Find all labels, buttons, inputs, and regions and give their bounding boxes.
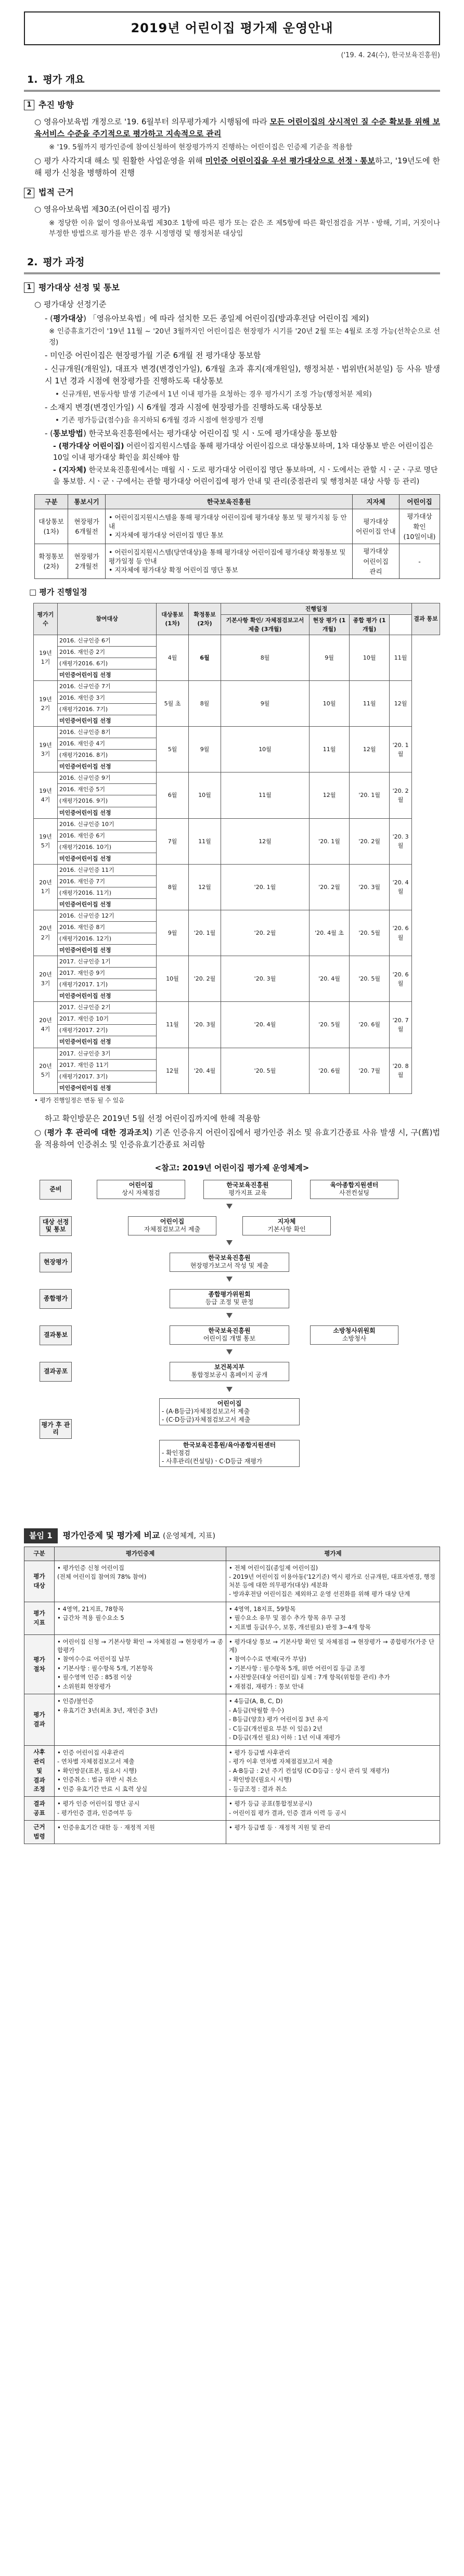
cohort-cell: 미인증어린이집 선정: [58, 990, 157, 1002]
table-cell: 평가대상 확인 (10일이내): [399, 509, 440, 544]
note: • 신규개원, 변동사항 발생 기준에서 1년 이내 평가를 요청하는 경우 평가시기 조정 가능(행정처분 제외): [55, 390, 372, 398]
cell-item: • 4영역, 18지표, 59항목: [229, 1605, 296, 1613]
schedule-cell: '20. 1월: [390, 727, 412, 772]
cohort-cell: 미인증어린이집 선정: [58, 1036, 157, 1048]
schedule-cell: '20. 3월: [390, 818, 412, 864]
table-row: [34, 910, 440, 921]
subsection-number: 1: [24, 282, 34, 293]
cohort-cell: 2016. 신규인증 11기: [58, 864, 157, 875]
schedule-cell: '20. 6월: [390, 910, 412, 956]
cohort-cell: 2016. 신규인증 7기: [58, 681, 157, 692]
flow-box: 지자체 기본사항 확인: [242, 1216, 331, 1235]
cohort-cell: 2016. 재인증 2기: [58, 646, 157, 658]
flow-arrow-icon: [226, 1240, 233, 1245]
cell-item: • 인증취소 : 법규 위반 시 취소: [57, 1776, 138, 1784]
cell-item: - 평가인증 결과, 인증여부 등: [57, 1809, 133, 1817]
schedule-cell: 11월: [310, 727, 350, 772]
schedule-cell: '20. 4월: [390, 864, 412, 910]
cohort-cell: (재평가2016. 9기): [58, 795, 157, 807]
cell-item: • 어린이집 신청 → 기본사항 확인 → 자체점검 → 현장평가 → 종합평가: [57, 1638, 223, 1654]
table-cell: 대상통보 (1차): [35, 509, 68, 544]
flow-arrow-icon: [226, 1387, 233, 1392]
table-cell: [55, 1561, 226, 1602]
schedule-cell: 9월: [189, 727, 221, 772]
table-header: 구분: [24, 1547, 55, 1561]
cell-item: • 기본사항 : 필수항목 5개, 기본항목: [57, 1664, 153, 1672]
cohort-cell: 2016. 재인증 6기: [58, 830, 157, 841]
notice-table: [34, 494, 440, 579]
flow-box: 한국보육진흥원 현장평가보고서 작성 및 제출: [170, 1253, 289, 1272]
table-cell: 확정통보 (2차): [35, 544, 68, 579]
subsection-number: 2: [24, 188, 34, 198]
schedule-cell: '20. 2월: [221, 910, 310, 956]
schedule-cell: 11월: [390, 635, 412, 680]
flow-label: 현장평가: [40, 1253, 72, 1272]
table-row: [24, 1821, 440, 1844]
cell-item: - A등급(탁월함 우수): [229, 1706, 285, 1714]
schedule-cell: '20. 4월: [310, 956, 350, 1002]
table-header: 구분: [35, 494, 68, 509]
table-cell: [55, 1602, 226, 1635]
appendix-heading: [24, 1528, 440, 1543]
schedule-cell: '20. 6월: [350, 1002, 390, 1048]
table-header: 종합 평가 (1개월): [350, 614, 390, 635]
flow-box: 한국보육진흥원 어린이집 개별 통보: [170, 1325, 289, 1345]
cell-item: • 평가 등급별 등 · 재정적 지원 및 관리: [229, 1824, 331, 1832]
cohort-cell: 2016. 신규인증 6기: [58, 635, 157, 646]
table-row: [34, 1002, 440, 1013]
subsection-1-2: [24, 186, 440, 199]
table-header: 어린이집: [399, 494, 440, 509]
table-header: 평가제: [226, 1547, 440, 1561]
row-label: 결과 공표: [24, 1797, 55, 1821]
table-cell: • 어린이집지원시스템(당연대상)을 통해 평가대상 어린이집에 평가대상 확정통보 및 평가일정 등 안내 • 지자체에 평가대상 확정 어린이집 명단 통보: [106, 544, 353, 579]
term-cell: 20년 4기: [34, 1002, 58, 1048]
row-label: 평가 지표: [24, 1602, 55, 1635]
term-cell: 19년 2기: [34, 681, 58, 727]
table-cell: [55, 1635, 226, 1694]
term-cell: 20년 3기: [34, 956, 58, 1002]
table-row: [24, 1602, 440, 1635]
paragraph: - (지자체) 한국보육진흥원에서는 매월 시ㆍ도로 평가대상 어린이집 명단 통보하며, 시ㆍ도에서는 관할 시ㆍ군ㆍ구로 명단을 통보함. 시ㆍ군ㆍ구에서는 관할 평가대상 어린이집에 평가 안내 및 관리(중점관리 및 행정처분 대상 사항 등 관리): [53, 466, 438, 486]
cohort-cell: 2017. 재인증 11기: [58, 1059, 157, 1071]
note: ※ 인증휴효기간이 '19년 11월 ~ '20년 3월까지인 어린이집은 현장평가 시기를 '20년 2월 또는 4월로 조정 가능(선착순으로 선정): [49, 327, 440, 347]
schedule-cell: 6월: [189, 635, 221, 680]
section-number: 2.: [27, 256, 38, 268]
cohort-cell: 미인증어린이집 선정: [58, 807, 157, 818]
cohort-cell: 2017. 신규인증 3기: [58, 1048, 157, 1059]
schedule-cell: '20. 4월: [189, 1048, 221, 1093]
schedule-cell: 9월: [157, 910, 189, 956]
schedule-cell: '20. 7월: [350, 1048, 390, 1093]
schedule-cell: '20. 6월: [390, 956, 412, 1002]
paragraph: - 신규개원(개원일), 대표자 변경(변경인가일), 6개월 초과 휴지(재개원일), 행정처분ㆍ법위반(처분일) 등 사유 발생 시 1년 경과 시점에 현장평가를 진행하도록 대상통보: [45, 364, 440, 386]
table-cell: -: [399, 544, 440, 579]
table-header: 확정통보 (2차): [189, 603, 221, 635]
table-cell: • 어린이집지원시스템을 통해 평가대상 어린이집에 평가대상 통보 및 평가지침 등 안내 • 지자체에 평가대상 어린이집 명단 통보: [106, 509, 353, 544]
schedule-cell: '20. 5월: [350, 956, 390, 1002]
table-header: 참여대상: [58, 603, 157, 635]
appendix-title: 평가인증제 및 평가제 비교 (운영체계, 지표): [62, 1530, 215, 1540]
schedule-cell: '20. 4월: [221, 1002, 310, 1048]
term-cell: 19년 5기: [34, 818, 58, 864]
cohort-cell: 미인증어린이집 선정: [58, 669, 157, 680]
section-2-heading: [24, 253, 440, 274]
term-cell: 19년 1기: [34, 635, 58, 680]
cell-item: • 4영역, 21지표, 78항목: [57, 1605, 124, 1613]
term-cell: 20년 2기: [34, 910, 58, 956]
cell-item: • 평가대상 통보 → 기본사항 확인 및 자체점검 → 현장평가 → 종합평가(가중 단계): [229, 1638, 435, 1654]
schedule-cell: 10월: [189, 772, 221, 818]
cell-item: • 재점검, 재평가 : 통보 안내: [229, 1682, 304, 1690]
cell-item: • 급간차 적용 필수요소 5: [57, 1614, 124, 1622]
cohort-cell: 미인증어린이집 선정: [58, 1082, 157, 1093]
cell-item: • 평가 등급별 사후관리: [229, 1748, 290, 1756]
cohort-cell: (재평가2016. 10기): [58, 841, 157, 853]
table-row: [24, 1635, 440, 1694]
table-cell: [55, 1797, 226, 1821]
table-header: 대상통보 (1차): [157, 603, 189, 635]
document-title: 2019년 어린이집 평가제 운영안내: [24, 11, 440, 45]
row-label: 사후 관리 및 결과 조정: [24, 1745, 55, 1797]
paragraph: - (평가대상) 「영유아보육법」에 따라 설치한 모든 종일제 어린이집(방과후전담 어린이집 제외): [45, 313, 369, 323]
row-label: 평가 대상: [24, 1561, 55, 1602]
table-header: 평가기수: [34, 603, 58, 635]
schedule-cell: '20. 2월: [350, 818, 390, 864]
cohort-cell: 2016. 재인증 7기: [58, 875, 157, 887]
comparison-table: [24, 1547, 440, 1844]
cell-item: - 등급조정 : 결과 취소: [229, 1785, 287, 1793]
table-cell: [226, 1797, 440, 1821]
table-header: 평가인증제: [55, 1547, 226, 1561]
flow-title: <참고: 2019년 어린이집 평가제 운영체계>: [154, 1163, 310, 1173]
schedule-cell: '20. 4월 초: [310, 910, 350, 956]
cell-item: (전체 어린이집 참여의 78% 참여): [57, 1573, 147, 1581]
schedule-cell: '20. 2월: [390, 772, 412, 818]
flow-label: 종합평가: [40, 1289, 72, 1309]
cohort-cell: (재평가2017. 1기): [58, 979, 157, 990]
flow-label: 평가 후 관리: [40, 1419, 72, 1439]
row-label: 근거 법령: [24, 1821, 55, 1844]
cohort-cell: 미인증어린이집 선정: [58, 761, 157, 772]
schedule-cell: 11월: [157, 1002, 189, 1048]
cell-item: - 평가 이후 연차별 자체점검보고서 제출: [229, 1758, 333, 1766]
table-row: [34, 635, 440, 646]
flow-arrow-icon: [226, 1277, 233, 1282]
flow-box: 한국보육진흥원 평가지표 교육: [203, 1180, 292, 1199]
table-header-row: [34, 603, 440, 614]
schedule-cell: 9월: [310, 635, 350, 680]
table-cell: [226, 1694, 440, 1746]
subsection-title: 평가대상 선정 및 통보: [38, 282, 120, 292]
cell-item: • 인증 유효기간 만료 시 효력 상실: [57, 1785, 148, 1793]
table-cell: 평가대상 어린이집 안내: [353, 509, 399, 544]
flow-row-select: [40, 1216, 424, 1236]
table-cell: [226, 1561, 440, 1602]
flow-box: 보건복지부 통합정보공시 홈페이지 공개: [170, 1362, 289, 1381]
cohort-cell: 미인증어린이집 선정: [58, 715, 157, 727]
schedule-cell: 12월: [157, 1048, 189, 1093]
flow-box: 소방청사위원회 소방청사: [310, 1325, 398, 1345]
schedule-cell: 10월: [157, 956, 189, 1002]
cohort-cell: (재평가2017. 3기): [58, 1071, 157, 1082]
paragraph: ○ (평가 후 관리에 대한 경과조치) 기존 인증유지 어린이집에서 평가인증 취소 및 유효기간종료 사유 발생 시, 구(舊)법을 적용하여 인증취소 및 인증유효기간종료 처리함: [34, 1127, 440, 1149]
cell-item: • 인증/불인증: [57, 1697, 94, 1705]
schedule-cell: '20. 5월: [350, 910, 390, 956]
section-1-heading: [24, 70, 440, 91]
cohort-cell: (재평가2016. 11기): [58, 887, 157, 898]
cohort-cell: 2016. 재인증 4기: [58, 738, 157, 750]
cell-item: - 2019년 어린이집 이용아동('12기준) 역시 평가로 신규개원, 대표자변경, 행정처분 등에 대한 의무평가(대상) 세분화: [229, 1573, 435, 1589]
cohort-cell: 2017. 재인증 9기: [58, 968, 157, 979]
schedule-cell: '20. 3월: [221, 956, 310, 1002]
schedule-cell: '20. 1월: [221, 864, 310, 910]
table-cell: [226, 1745, 440, 1797]
schedule-cell: 12월: [189, 864, 221, 910]
schedule-cell: 4월: [157, 635, 189, 680]
paragraph: - (평가대상 어린이집) 어린이집지원시스템을 통해 평가대상 어린이집으로 대상통보하며, 1차 대상통보 받은 어린이집은 10일 이내 평가대상 확인을 회신해야 함: [53, 442, 433, 462]
schedule-cell: 12월: [350, 727, 390, 772]
cohort-cell: 2016. 재인증 8기: [58, 921, 157, 933]
cell-item: - 확인방문(필요시 시행): [229, 1776, 292, 1784]
cell-item: - B등급(양호) 평가 어린이집 3년 유지: [229, 1716, 329, 1723]
paragraph: - (통보방법) 한국보육진흥원에서는 평가대상 어린이집 및 시ㆍ도에 평가대상을 통보함: [45, 428, 338, 438]
flow-box: 한국보육진흥원/육아종합지원센터 - 확인점검 - 사후관리(컨설팅)ㆍC·D등급 재평가: [159, 1440, 300, 1467]
cohort-cell: 미인증어린이집 선정: [58, 945, 157, 956]
schedule-cell: '20. 2월: [189, 956, 221, 1002]
table-footnote: • 평가 진행일정은 변동 될 수 있음: [34, 1096, 125, 1104]
schedule-cell: '20. 3월: [350, 864, 390, 910]
table-cell: [55, 1694, 226, 1746]
schedule-cell: 6월: [157, 772, 189, 818]
schedule-cell: 10월: [310, 681, 350, 727]
flow-label: 준비: [40, 1180, 72, 1200]
schedule-cell: 12월: [221, 818, 310, 864]
table-row: [34, 818, 440, 830]
table-row: [34, 727, 440, 738]
section-title: 평가 과정: [43, 256, 85, 268]
schedule-cell: '20. 7월: [390, 1002, 412, 1048]
schedule-cell: 9월: [221, 681, 310, 727]
cohort-cell: 미인증어린이집 선정: [58, 853, 157, 864]
cell-item: - D등급(개선 필요) 이하 : 1년 이내 재평가: [229, 1734, 341, 1742]
cell-item: - 방과후전담 어린이집은 제외하고 운영 선진화를 위해 평가 대상 단계: [229, 1590, 410, 1598]
cell-item: • 기본사항 : 필수항목 5개, 위반 어린이집 등급 조정: [229, 1664, 365, 1672]
table-row: [35, 544, 440, 579]
schedule-cell: 8월: [221, 635, 310, 680]
flow-arrow-icon: [226, 1349, 233, 1355]
schedule-table: [33, 603, 440, 1094]
table-header: 통보시기: [68, 494, 106, 509]
date-note: ('19. 4. 24(수), 한국보육진흥원): [341, 51, 440, 60]
table-row: [24, 1797, 440, 1821]
row-label: 평가 결과: [24, 1694, 55, 1746]
section-title: 평가 개요: [43, 74, 85, 86]
table-row: [24, 1561, 440, 1602]
cell-item: • 평가 등급 공표(통합정보공시): [229, 1800, 313, 1808]
flow-arrow-icon: [226, 1204, 233, 1209]
cell-item: • 사전방문(대상 어린이집) 실제 : 7개 항목(위험물 관리) 추가: [229, 1673, 390, 1681]
table-row: [24, 1694, 440, 1746]
flow-label: 결과통보: [40, 1325, 72, 1345]
appendix-badge: 붙임 1: [24, 1528, 58, 1543]
cohort-cell: 2016. 신규인증 9기: [58, 772, 157, 784]
schedule-cell: 12월: [390, 681, 412, 727]
cohort-cell: 2017. 신규인증 2기: [58, 1002, 157, 1013]
table-row: [34, 681, 440, 692]
cell-item: • 확인방문(표본, 필요시 시행): [57, 1767, 137, 1774]
schedule-cell: '20. 2월: [310, 864, 350, 910]
table-cell: [55, 1745, 226, 1797]
table-cell: [226, 1602, 440, 1635]
schedule-cell: 12월: [310, 772, 350, 818]
cell-item: • 전체 어린이집(종일제 어린이집): [229, 1564, 318, 1572]
cell-item: - A·B등급 : 2년 주기 컨설팅 (C·D등급 : 상시 관리 및 재평가): [229, 1767, 390, 1774]
cohort-cell: 2017. 신규인증 1기: [58, 956, 157, 968]
schedule-cell: '20. 1월: [189, 910, 221, 956]
cohort-cell: (재평가2016. 8기): [58, 750, 157, 761]
cohort-cell: 2016. 신규인증 12기: [58, 910, 157, 921]
schedule-cell: 10월: [350, 635, 390, 680]
note: ※ 정당한 이유 없이 영유아보육법 제30조 1항에 따른 평가 또는 같은 조 제5항에 따른 확인점검을 거부ㆍ방해, 기피, 거짓이나 부정한 방법으로 평가를 받은 경우 시정명령 및 행정처분 대상임: [49, 218, 440, 238]
table-row: [34, 1048, 440, 1059]
cell-item: • 참여수수료 면제(국가 부담): [229, 1655, 306, 1663]
cohort-cell: 2016. 재인증 3기: [58, 692, 157, 704]
schedule-cell: '20. 5월: [221, 1048, 310, 1093]
table-cell: [226, 1635, 440, 1694]
cell-item: • 4등급(A, B, C, D): [229, 1697, 283, 1705]
cell-item: • 평가인증 신청 어린이집: [57, 1564, 124, 1572]
cell-item: • 필수영역 인증 : 85점 이상: [57, 1673, 132, 1681]
table-row: [35, 509, 440, 544]
term-cell: 19년 4기: [34, 772, 58, 818]
cell-item: • 필수요소 유무 및 점수 추가 항목 유무 규정: [229, 1614, 346, 1622]
operation-flow-diagram: [40, 1180, 424, 1513]
schedule-cell: 10월: [221, 727, 310, 772]
cell-item: • 소위원회 현장평가: [57, 1682, 111, 1690]
schedule-cell: 8월: [157, 864, 189, 910]
flow-box: 육아종합지원센터 사전컨설팅: [310, 1180, 398, 1199]
cohort-cell: (재평가2017. 2기): [58, 1025, 157, 1036]
flow-label: 대상 선정 및 통보: [40, 1216, 72, 1236]
term-cell: 20년 1기: [34, 864, 58, 910]
flow-box: 어린이집 상시 자체점검: [97, 1180, 185, 1199]
schedule-cell: '20. 8월: [390, 1048, 412, 1093]
table-header-row: [35, 494, 440, 509]
cohort-cell: 2016. 신규인증 8기: [58, 727, 157, 738]
schedule-cell: '20. 5월: [310, 1002, 350, 1048]
table-cell: [226, 1821, 440, 1844]
flow-box: 어린이집 자체점검보고서 제출: [128, 1216, 216, 1235]
cohort-cell: 2016. 신규인증 10기: [58, 818, 157, 830]
cohort-cell: 2016. 재인증 5기: [58, 784, 157, 795]
cohort-cell: 2017. 재인증 10기: [58, 1013, 157, 1025]
schedule-cell: 8월: [189, 681, 221, 727]
subsection-title: 추진 방향: [38, 99, 74, 110]
cell-item: • 지표별 등급(우수, 보통, 개선필요) 판정 3~4개 항목: [229, 1623, 371, 1631]
table-row: [34, 772, 440, 784]
table-header: 결과 통보: [412, 603, 440, 635]
table-header: 진행일정: [221, 603, 412, 614]
schedule-cell: 11월: [221, 772, 310, 818]
term-cell: 19년 3기: [34, 727, 58, 772]
table-header: 한국보육진흥원: [106, 494, 353, 509]
section-number: 1.: [27, 74, 38, 86]
cell-item: - C등급(개선필요 부분 이 있음) 2년: [229, 1724, 323, 1732]
note: ※ '19. 5월까지 평가인증에 참여신청하여 현장평가까지 진행하는 어린이집은 인증제 기준을 적용함: [49, 143, 353, 152]
cohort-cell: (재평가2016. 12기): [58, 933, 157, 945]
paragraph: ○ 영유아보육법 개정으로 '19. 6월부터 의무평가제가 시행됨에 따라 모든 어린이집의 상시적인 질 수준 확보를 위해 보육서비스 수준을 주기적으로 평가하고 지속적으로 관리: [34, 117, 440, 138]
table-row: [34, 956, 440, 968]
paragraph: ○ 평가대상 선정기준: [34, 299, 107, 309]
schedule-cell: 5월: [157, 727, 189, 772]
schedule-cell: 11월: [350, 681, 390, 727]
row-label: 평가 절차: [24, 1635, 55, 1694]
table-cell: 현장평가 2개월전: [68, 544, 106, 579]
table-header: 현장 평가 (1개월): [310, 614, 350, 635]
cohort-cell: 미인증어린이집 선정: [58, 898, 157, 910]
schedule-cell: '20. 3월: [189, 1002, 221, 1048]
flow-arrow-icon: [226, 1313, 233, 1318]
cell-item: • 참여수수료 어린이집 납부: [57, 1655, 130, 1663]
table-cell: 현장평가 6개월전: [68, 509, 106, 544]
paragraph: ○ 영유아보육법 제30조(어린이집 평가): [34, 204, 171, 214]
table-cell: 평가대상 어린이집 관리: [353, 544, 399, 579]
cell-item: • 유효기간 3년(최초 3년, 재인증 3년): [57, 1706, 158, 1714]
cell-item: • 평가 인증 어린이집 명단 공시: [57, 1800, 140, 1808]
note: • 기존 평가등급(점수)을 유지하되 6개월 경과 시점에 현장평가 진행: [55, 416, 264, 424]
subsection-title: 법적 근거: [38, 187, 74, 198]
cell-item: - 연차별 자체점검보고서 제출: [57, 1758, 135, 1766]
table-header-row: [24, 1547, 440, 1561]
term-cell: 20년 5기: [34, 1048, 58, 1093]
schedule-cell: 7월: [157, 818, 189, 864]
schedule-cell: 11월: [189, 818, 221, 864]
paragraph: - 소재지 변경(변경인가일) 시 6개월 경과 시점에 현장평가를 진행하도록 대상통보: [45, 402, 323, 412]
table-header: 기본사항 확인/ 자체점검보고서 제출 (3개월): [221, 614, 310, 635]
subsection-1-1: [24, 99, 440, 112]
schedule-cell: '20. 1월: [350, 772, 390, 818]
cell-item: • 인증유효기간 대한 등 · 재정적 지원: [57, 1824, 155, 1832]
flow-label: 결과공포: [40, 1362, 72, 1382]
flow-box: 어린이집 - (A·B등급)자체점검보고서 제출 - (C·D등급)자체점검보고서 제출: [159, 1398, 300, 1426]
schedule-heading: □ 평가 진행일정: [29, 587, 87, 597]
table-row: [34, 864, 440, 875]
table-header: 지자체: [353, 494, 399, 509]
paragraph: - 미인증 어린이집은 현장평가월 기준 6개월 전 평가대상 통보함: [45, 350, 261, 360]
paragraph: 하고 확인방문은 2019년 5월 선정 어린이집까지에 한해 적용함: [45, 1113, 261, 1123]
cohort-cell: (재평가2016. 7기): [58, 704, 157, 715]
schedule-cell: 5월 초: [157, 681, 189, 727]
table-row: [24, 1745, 440, 1797]
table-cell: [55, 1821, 226, 1844]
schedule-cell: '20. 6월: [310, 1048, 350, 1093]
subsection-number: 1: [24, 100, 34, 110]
flow-box: 종합평가위원회 등급 조정 및 판정: [170, 1289, 289, 1308]
cell-item: • 인증 어린이집 사후관리: [57, 1748, 124, 1756]
subsection-2-1: [24, 281, 440, 294]
cell-item: - 어린이집 평가 결과, 인증 결과 이력 등 공시: [229, 1809, 346, 1817]
paragraph: ○ 평가 사각지대 해소 및 원활한 사업운영을 위해 미인증 어린이집을 우선 평가대상으로 선정ㆍ통보하고, '19년도에 한해 평가 신청을 병행하여 진행: [34, 156, 440, 178]
schedule-cell: '20. 1월: [310, 818, 350, 864]
cohort-cell: (재평가2016. 6기): [58, 658, 157, 669]
